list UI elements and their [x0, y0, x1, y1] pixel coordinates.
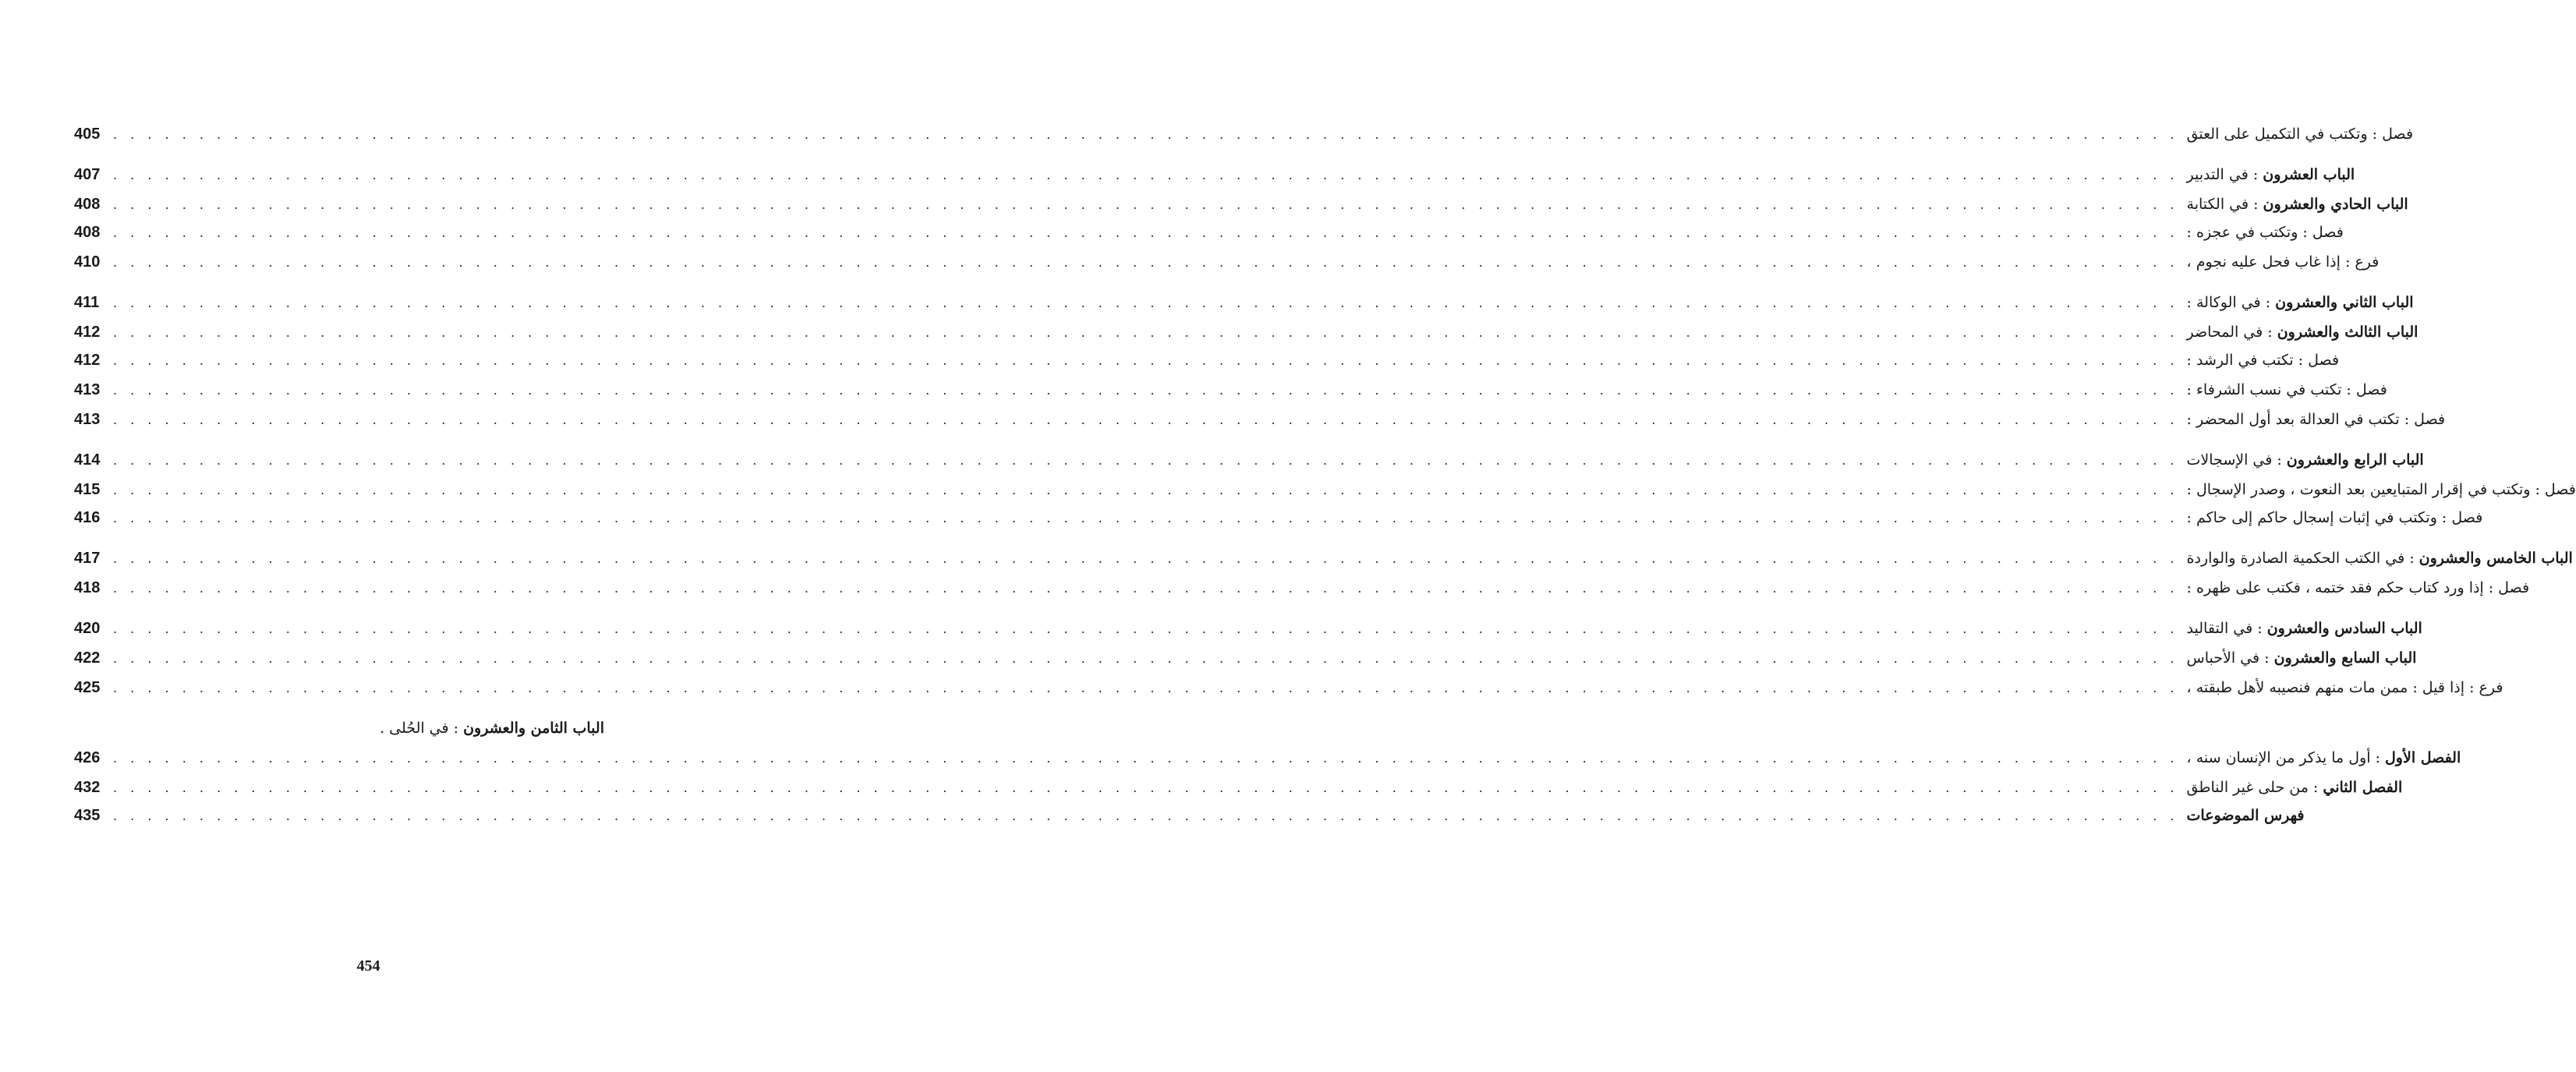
toc-entry — [74, 775, 2403, 800]
toc-entry-title — [2187, 509, 2483, 526]
toc-entry-title — [2187, 196, 2408, 213]
toc-entry-text: : في الحُلى . — [380, 720, 464, 737]
toc-leader-dots: . . . . . . . . . . . . . . . . . . . . . . . . . . . . . . . . . . . . . . . . . . . . . . . . . . . . . . . . . . . . . . . . . . . . . . . . . . . . . . . . . . . . . . . . . . . . . . . . . . . . . . . . . . . . . . . . . . . . . . . . — [113, 650, 2179, 666]
toc-page-number: 408 — [74, 223, 101, 241]
toc-entry-text: : من حلى غير الناطق — [2186, 779, 2323, 796]
toc-leader-dots: . . . . . . . . . . . . . . . . . . . . . . . . . . . . . . . . . . . . . . . . . . . . . . . . . . . . . . . . . . . . . . . . . . . . . . . . . . . . . . . . . . . . . . . . . . . . . . . . . . . . . . . . . . . . . . . . . . . . . . . . — [113, 225, 2179, 240]
toc-entry-title — [2187, 411, 2446, 428]
toc-leader-dots: . . . . . . . . . . . . . . . . . . . . . . . . . . . . . . . . . . . . . . . . . . . . . . . . . . . . . . . . . . . . . . . . . . . . . . . . . . . . . . . . . . . . . . . . . . . . . . . . . . . . . . . . . . . . . . . . . . . . . . . . — [113, 780, 2179, 795]
toc-page-number: 416 — [74, 508, 101, 526]
toc-entry-title — [2187, 779, 2403, 796]
toc-entry-text: فصل : وتكتب في إثبات إسجال حاكم إلى حاكم : — [2186, 509, 2483, 526]
toc-page-number: 425 — [74, 678, 101, 696]
toc-entry-title — [2187, 381, 2387, 398]
toc-entry — [74, 745, 2461, 770]
toc-entry — [74, 220, 2344, 245]
toc-entry-text: : في الكتب الحكمية الصادرة والواردة — [2186, 550, 2419, 567]
toc-entry-title — [2187, 649, 2417, 667]
toc-leader-dots: . . . . . . . . . . . . . . . . . . . . . . . . . . . . . . . . . . . . . . . . . . . . . . . . . . . . . . . . . . . . . . . . . . . . . . . . . . . . . . . . . . . . . . . . . . . . . . . . . . . . . . . . . . . . . . . . . . . . . . . . — [113, 412, 2179, 427]
toc-entry — [74, 192, 2408, 217]
toc-entry-title — [2187, 166, 2355, 183]
toc-entry-heading: الباب العشرون — [2263, 166, 2355, 183]
toc-entry — [74, 803, 2305, 828]
toc-entry-title — [2187, 294, 2414, 311]
toc-leader-dots: . . . . . . . . . . . . . . . . . . . . . . . . . . . . . . . . . . . . . . . . . . . . . . . . . . . . . . . . . . . . . . . . . . . . . . . . . . . . . . . . . . . . . . . . . . . . . . . . . . . . . . . . . . . . . . . . . . . . . . . . — [113, 167, 2179, 182]
toc-leader-dots: . . . . . . . . . . . . . . . . . . . . . . . . . . . . . . . . . . . . . . . . . . . . . . . . . . . . . . . . . . . . . . . . . . . . . . . . . . . . . . . . . . . . . . . . . . . . . . . . . . . . . . . . . . . . . . . . . . . . . . . . — [113, 510, 2179, 525]
toc-entry-title — [2187, 807, 2305, 824]
toc-entry-heading: الباب السابع والعشرون — [2273, 649, 2417, 667]
toc-page-number: 408 — [74, 195, 101, 213]
toc-entry-text: فرع : إذا قيل : ممن مات منهم فنصيبه لأهل طبقته ، — [2186, 679, 2503, 696]
toc-page-number: 410 — [74, 253, 101, 271]
toc-leader-dots: . . . . . . . . . . . . . . . . . . . . . . . . . . . . . . . . . . . . . . . . . . . . . . . . . . . . . . . . . . . . . . . . . . . . . . . . . . . . . . . . . . . . . . . . . . . . . . . . . . . . . . . . . . . . . . . . . . . . . . . . — [113, 750, 2179, 766]
toc-entry-heading: الفصل الأول — [2385, 749, 2461, 766]
toc-page-number: 418 — [74, 578, 101, 596]
toc-leader-dots: . . . . . . . . . . . . . . . . . . . . . . . . . . . . . . . . . . . . . . . . . . . . . . . . . . . . . . . . . . . . . . . . . . . . . . . . . . . . . . . . . . . . . . . . . . . . . . . . . . . . . . . . . . . . . . . . . . . . . . . . — [113, 621, 2179, 636]
toc-page-number: 414 — [74, 451, 101, 469]
toc-entry — [74, 162, 2355, 187]
toc-entry-text: فصل : تكتب في العدالة بعد أول المحضر : — [2186, 411, 2446, 428]
toc-leader-dots: . . . . . . . . . . . . . . . . . . . . . . . . . . . . . . . . . . . . . . . . . . . . . . . . . . . . . . . . . . . . . . . . . . . . . . . . . . . . . . . . . . . . . . . . . . . . . . . . . . . . . . . . . . . . . . . . . . . . . . . . — [113, 482, 2179, 497]
toc-entry-text: : في الكتابة — [2186, 196, 2263, 213]
toc-entry — [74, 616, 2422, 641]
toc-entry — [74, 675, 2503, 700]
toc-entry-text: : في التقاليد — [2186, 620, 2267, 637]
toc-entry-text: فصل : وتكتب في التكميل على العتق — [2186, 126, 2414, 143]
toc-entry-heading: الباب الحادي والعشرون — [2263, 196, 2408, 213]
toc-entry-title — [2187, 620, 2422, 637]
toc-page-number: 432 — [74, 778, 101, 796]
toc-leader-dots: . . . . . . . . . . . . . . . . . . . . . . . . . . . . . . . . . . . . . . . . . . . . . . . . . . . . . . . . . . . . . . . . . . . . . . . . . . . . . . . . . . . . . . . . . . . . . . . . . . . . . . . . . . . . . . . . . . . . . . . . — [113, 352, 2179, 368]
toc-page-number: 405 — [74, 125, 101, 143]
toc-leader-dots: . . . . . . . . . . . . . . . . . . . . . . . . . . . . . . . . . . . . . . . . . . . . . . . . . . . . . . . . . . . . . . . . . . . . . . . . . . . . . . . . . . . . . . . . . . . . . . . . . . . . . . . . . . . . . . . . . . . . . . . . — [113, 254, 2179, 270]
toc-page-number: 422 — [74, 649, 101, 667]
toc-entry-title — [2187, 352, 2339, 369]
toc-entry-title — [2187, 679, 2503, 696]
toc-entry — [74, 348, 2340, 373]
toc-entry-heading: الباب السادس والعشرون — [2266, 620, 2422, 637]
toc-entry-text: : في التدبير — [2186, 166, 2263, 183]
toc-entry — [74, 546, 2573, 571]
toc-entry — [74, 716, 604, 741]
toc-leader-dots: . . . . . . . . . . . . . . . . . . . . . . . . . . . . . . . . . . . . . . . . . . . . . . . . . . . . . . . . . . . . . . . . . . . . . . . . . . . . . . . . . . . . . . . . . . . . . . . . . . . . . . . . . . . . . . . . . . . . . . . . — [113, 580, 2179, 596]
toc-entry-heading: الباب الثاني والعشرون — [2275, 294, 2414, 311]
toc-entry-text: : في الأحباس — [2186, 649, 2274, 667]
toc-entry — [74, 377, 2387, 402]
toc-entry-title — [2187, 550, 2573, 567]
toc-leader-dots: . . . . . . . . . . . . . . . . . . . . . . . . . . . . . . . . . . . . . . . . . . . . . . . . . . . . . . . . . . . . . . . . . . . . . . . . . . . . . . . . . . . . . . . . . . . . . . . . . . . . . . . . . . . . . . . . . . . . . . . . — [113, 452, 2179, 468]
toc-entry-title — [380, 720, 604, 737]
toc-entry-heading: الباب الخامس والعشرون — [2419, 550, 2573, 567]
toc-entry — [74, 249, 2380, 274]
toc-entry-title — [2187, 224, 2344, 241]
toc-page-number: 412 — [74, 351, 101, 369]
toc-entry-text: فصل : تكتب في الرشد : — [2186, 352, 2340, 369]
toc-entry — [74, 290, 2414, 315]
toc-entry-title — [2187, 253, 2380, 271]
toc-page-number: 413 — [74, 380, 101, 398]
toc-page-number: 411 — [74, 293, 100, 311]
toc-entry-text: : في الوكالة : — [2186, 294, 2276, 311]
toc-entry-title — [2187, 126, 2414, 143]
toc-page-number: 412 — [74, 323, 101, 341]
toc-page-number: 417 — [74, 549, 101, 567]
toc-entry — [74, 575, 2530, 600]
toc-entry-text: فصل : إذا ورد كتاب حكم فقد ختمه ، فكتب على ظهره : — [2186, 579, 2530, 596]
toc-entry-text: : في الإسجالات — [2186, 451, 2287, 469]
toc-entry-text: : في المحاضر — [2186, 324, 2277, 341]
toc-leader-dots: . . . . . . . . . . . . . . . . . . . . . . . . . . . . . . . . . . . . . . . . . . . . . . . . . . . . . . . . . . . . . . . . . . . . . . . . . . . . . . . . . . . . . . . . . . . . . . . . . . . . . . . . . . . . . . . . . . . . . . . . — [113, 550, 2179, 566]
toc-entry-text: : أول ما يذكر من الإنسان سنه ، — [2186, 749, 2385, 766]
toc-leader-dots: . . . . . . . . . . . . . . . . . . . . . . . . . . . . . . . . . . . . . . . . . . . . . . . . . . . . . . . . . . . . . . . . . . . . . . . . . . . . . . . . . . . . . . . . . . . . . . . . . . . . . . . . . . . . . . . . . . . . . . . . — [113, 680, 2179, 695]
toc-leader-dots: . . . . . . . . . . . . . . . . . . . . . . . . . . . . . . . . . . . . . . . . . . . . . . . . . . . . . . . . . . . . . . . . . . . . . . . . . . . . . . . . . . . . . . . . . . . . . . . . . . . . . . . . . . . . . . . . . . . . . . . . — [113, 126, 2179, 142]
toc-entry-text: فصل : وتكتب في عجزه : — [2186, 224, 2344, 241]
page-number: 454 — [356, 957, 380, 975]
toc-entry-text: فصل : وتكتب في إقرار المتبايعين بعد النعوت ، وصدر الإسجال : — [2186, 481, 2576, 498]
toc-entry — [74, 407, 2446, 432]
toc-entry-title — [2187, 579, 2530, 596]
toc-entry — [74, 646, 2417, 670]
toc-leader-dots: . . . . . . . . . . . . . . . . . . . . . . . . . . . . . . . . . . . . . . . . . . . . . . . . . . . . . . . . . . . . . . . . . . . . . . . . . . . . . . . . . . . . . . . . . . . . . . . . . . . . . . . . . . . . . . . . . . . . . . . . — [113, 382, 2179, 398]
toc-entry-text: فصل : تكتب في نسب الشرفاء : — [2186, 381, 2387, 398]
toc-entry-heading: فهرس الموضوعات — [2186, 807, 2305, 824]
toc-entry — [74, 477, 2576, 502]
toc-entry-heading: الباب الثالث والعشرون — [2277, 324, 2419, 341]
toc-entry-heading: الباب الثامن والعشرون — [463, 720, 604, 737]
toc-entry-title — [2187, 749, 2461, 766]
toc-leader-dots: . . . . . . . . . . . . . . . . . . . . . . . . . . . . . . . . . . . . . . . . . . . . . . . . . . . . . . . . . . . . . . . . . . . . . . . . . . . . . . . . . . . . . . . . . . . . . . . . . . . . . . . . . . . . . . . . . . . . . . . . — [113, 808, 2179, 823]
toc-entry-title — [2187, 324, 2419, 341]
toc-entry-title — [2187, 451, 2424, 469]
toc-page-number: 420 — [74, 619, 101, 637]
toc-page-number: 407 — [74, 165, 101, 183]
toc-entry-title — [2187, 481, 2576, 498]
toc-page-number: 435 — [74, 806, 101, 824]
toc-leader-dots: . . . . . . . . . . . . . . . . . . . . . . . . . . . . . . . . . . . . . . . . . . . . . . . . . . . . . . . . . . . . . . . . . . . . . . . . . . . . . . . . . . . . . . . . . . . . . . . . . . . . . . . . . . . . . . . . . . . . . . . . — [113, 324, 2179, 340]
toc-leader-dots: . . . . . . . . . . . . . . . . . . . . . . . . . . . . . . . . . . . . . . . . . . . . . . . . . . . . . . . . . . . . . . . . . . . . . . . . . . . . . . . . . . . . . . . . . . . . . . . . . . . . . . . . . . . . . . . . . . . . . . . . — [113, 196, 2179, 212]
toc-page-number: 426 — [74, 748, 101, 766]
toc-entry-heading: الفصل الثاني — [2323, 779, 2403, 796]
toc-page-number: 413 — [74, 410, 101, 428]
toc-entry-text: فرع : إذا غاب فحل عليه نجوم ، — [2186, 253, 2380, 271]
toc-entry — [74, 122, 2414, 147]
toc-entry — [74, 320, 2419, 345]
toc-entry — [74, 448, 2424, 472]
toc-entry — [74, 505, 2483, 530]
toc-page-number: 415 — [74, 480, 101, 498]
toc-entry-heading: الباب الرابع والعشرون — [2286, 451, 2424, 469]
toc-leader-dots: . . . . . . . . . . . . . . . . . . . . . . . . . . . . . . . . . . . . . . . . . . . . . . . . . . . . . . . . . . . . . . . . . . . . . . . . . . . . . . . . . . . . . . . . . . . . . . . . . . . . . . . . . . . . . . . . . . . . . . . . — [113, 295, 2179, 310]
